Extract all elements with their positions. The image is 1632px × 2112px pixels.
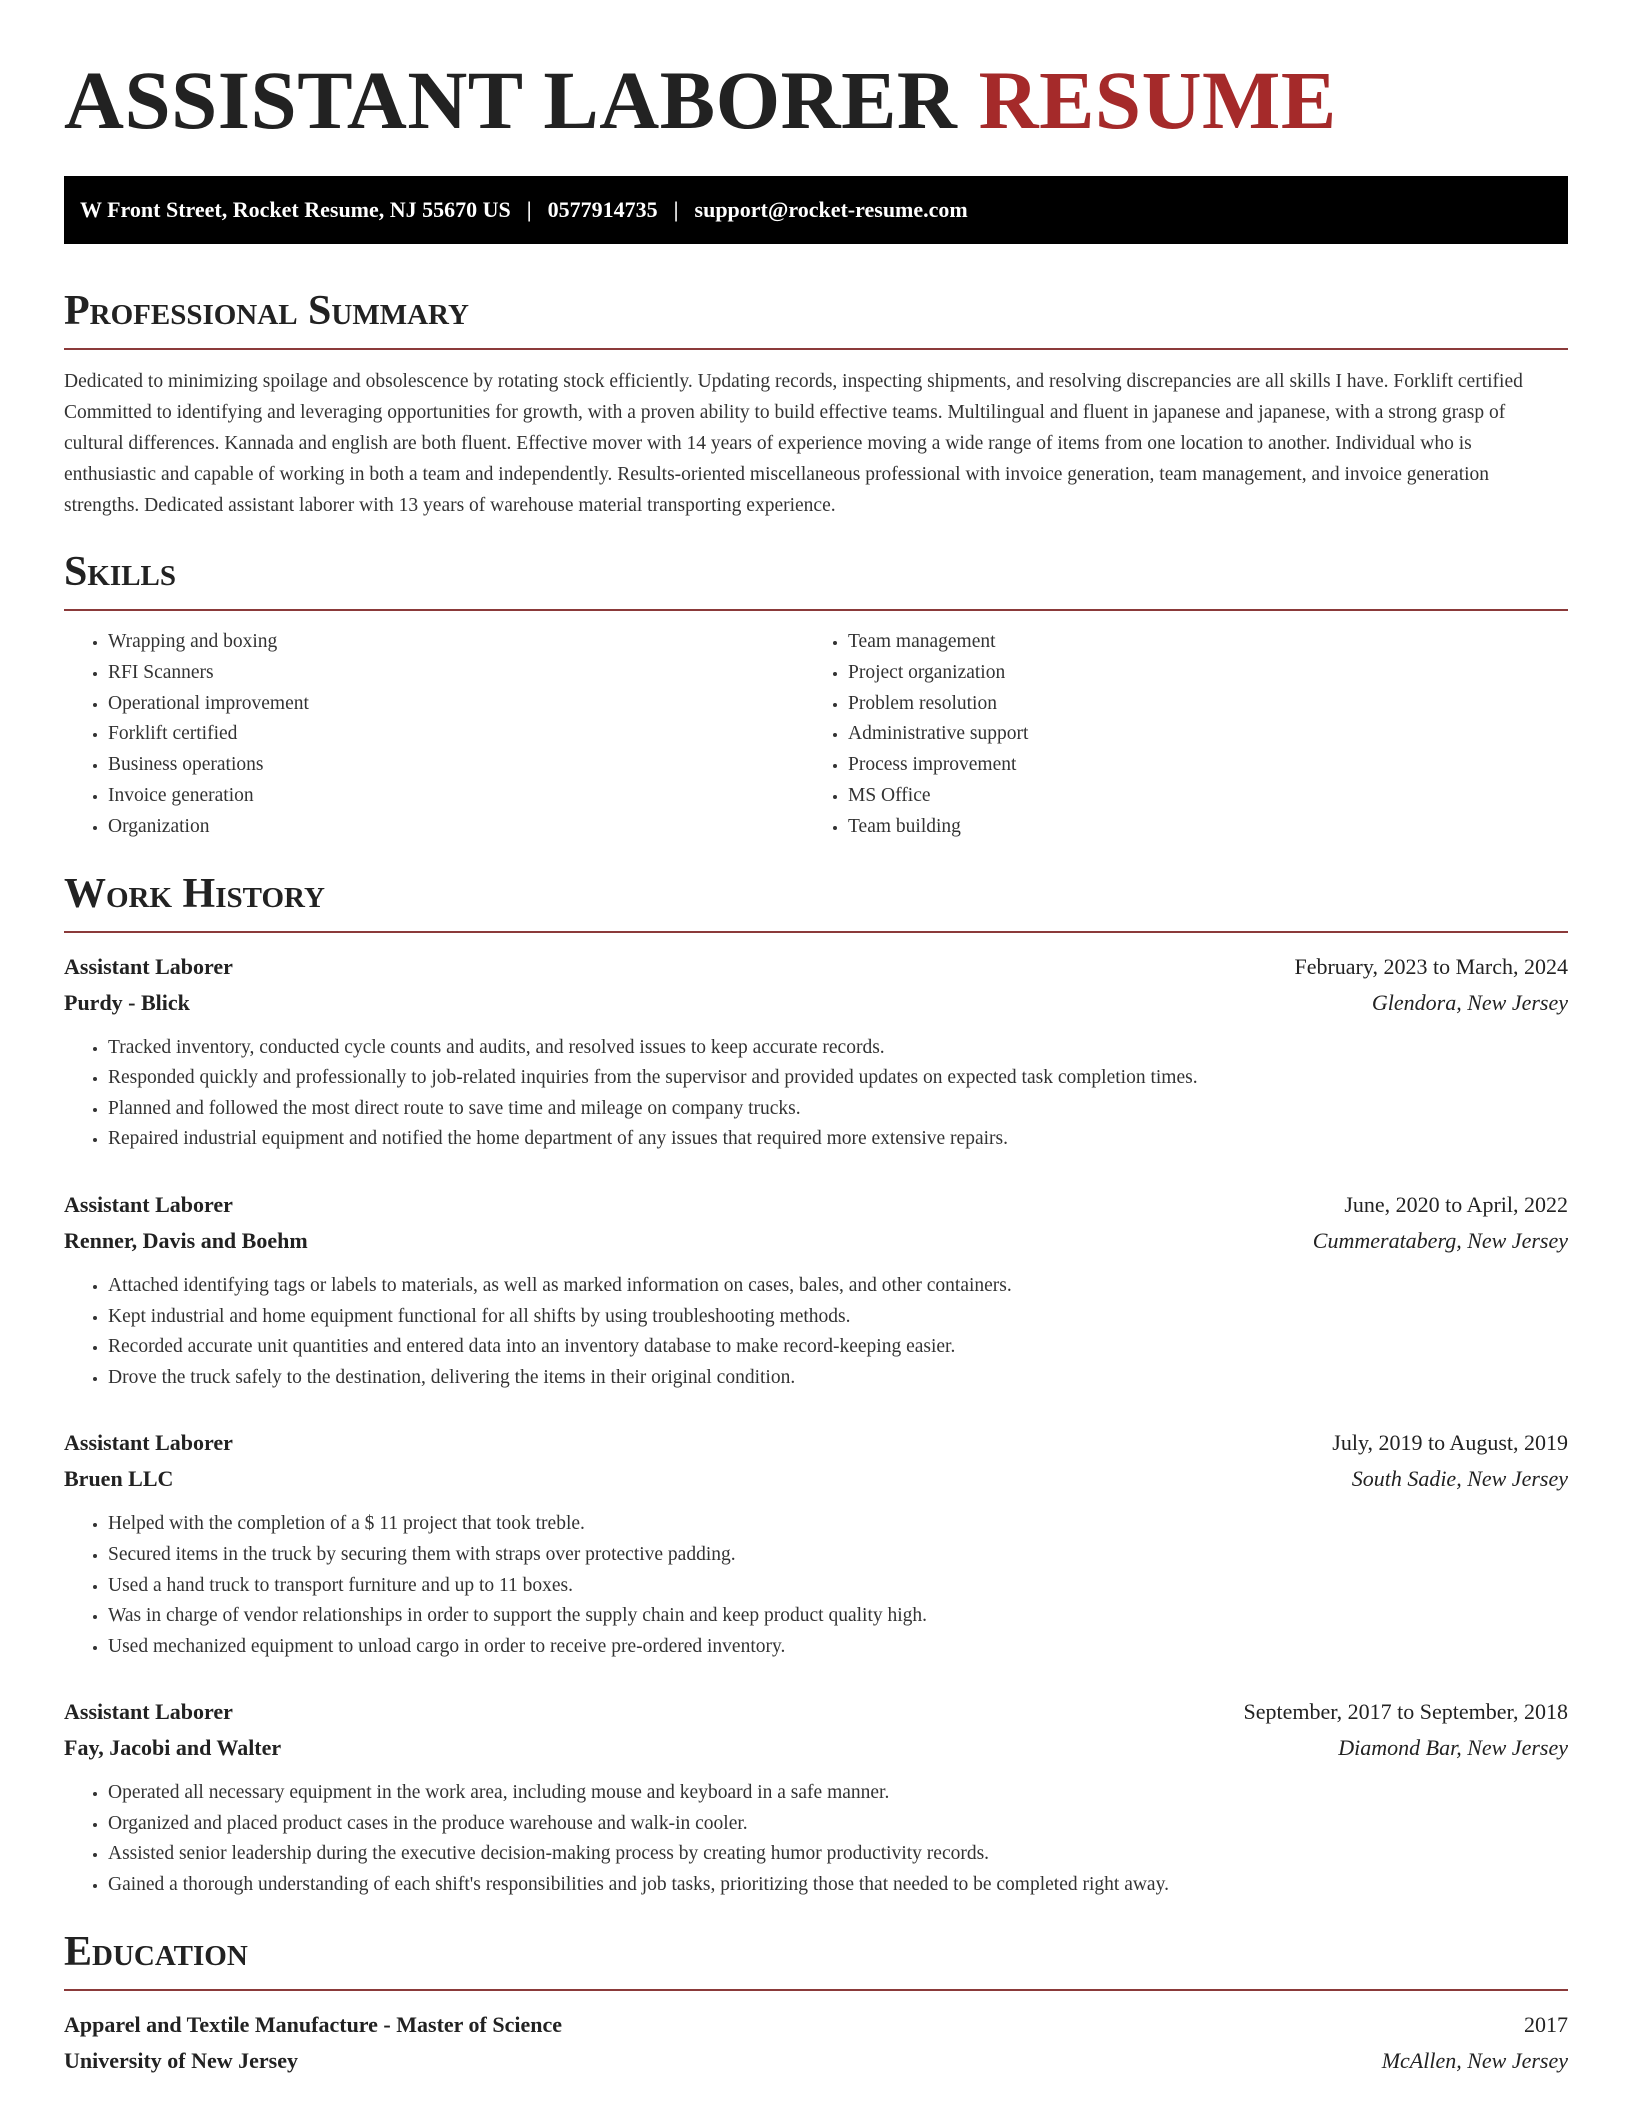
education-entry — [64, 2007, 1568, 2079]
skills-list-left — [64, 627, 804, 843]
job-company-row — [64, 1223, 1568, 1259]
skill-item: • Operational improvement — [108, 689, 804, 720]
job-bullet: • Kept industrial and home equipment functional for all shifts by using troubleshooting methods. — [108, 1302, 1568, 1333]
skill-item: • Process improvement — [848, 750, 1544, 781]
skill-item: • RFI Scanners — [108, 658, 804, 689]
title-main: ASSISTANT LABORER — [64, 54, 958, 146]
resume-title — [64, 50, 1568, 150]
skill-item: • Team management — [848, 627, 1544, 658]
job-company: Bruen LLC — [64, 1466, 174, 1492]
education-heading: Education — [64, 1928, 248, 1975]
education-location: McAllen, New Jersey — [1381, 2047, 1568, 2073]
job-entry — [64, 1694, 1568, 1900]
job-bullet: • Used mechanized equipment to unload cargo in order to receive pre-ordered inventory. — [108, 1632, 1568, 1663]
job-bullet: • Used a hand truck to transport furniture and up to 11 boxes. — [108, 1571, 1568, 1602]
job-entry — [64, 1187, 1568, 1393]
job-company-row — [64, 1461, 1568, 1497]
skill-item: • MS Office — [848, 781, 1544, 812]
job-role: Assistant Laborer — [64, 1191, 233, 1217]
job-bullets — [64, 1033, 1568, 1155]
job-bullet: • Organized and placed product cases in the produce warehouse and walk-in cooler. — [108, 1809, 1568, 1840]
job-bullet: • Recorded accurate unit quantities and entered data into an inventory database to make record-keeping easier. — [108, 1332, 1568, 1363]
section-divider — [64, 1989, 1568, 1991]
skill-item: • Organization — [108, 812, 804, 843]
summary-heading: Professional Summary — [64, 288, 469, 334]
job-bullet: • Gained a thorough understanding of each shift's responsibilities and job tasks, prioritizing those that needed to be completed right away. — [108, 1870, 1568, 1901]
job-bullet: • Secured items in the truck by securing them with straps over protective padding. — [108, 1540, 1568, 1571]
job-dates: June, 2020 to April, 2022 — [1344, 1191, 1568, 1217]
education-degree: Apparel and Textile Manufacture - Master of Science — [64, 2011, 563, 2037]
section-divider — [64, 348, 1568, 350]
contact-phone: 0577914735 — [547, 197, 658, 222]
job-bullets — [64, 1778, 1568, 1900]
job-role: Assistant Laborer — [64, 953, 233, 979]
job-location: Diamond Bar, New Jersey — [1338, 1735, 1568, 1761]
skills-columns — [64, 627, 1568, 843]
job-bullet: • Tracked inventory, conducted cycle counts and audits, and resolved issues to keep accurate records. — [108, 1033, 1568, 1064]
section-divider — [64, 931, 1568, 933]
education-school-row — [64, 2043, 1568, 2079]
education-header-row — [64, 2007, 1568, 2043]
job-location: Glendora, New Jersey — [1371, 989, 1568, 1015]
job-header-row — [64, 1694, 1568, 1730]
skill-item: • Wrapping and boxing — [108, 627, 804, 658]
skill-item: • Team building — [848, 812, 1544, 843]
job-bullet: • Repaired industrial equipment and notified the home department of any issues that required more extensive repairs. — [108, 1124, 1568, 1155]
job-company: Fay, Jacobi and Walter — [64, 1735, 282, 1761]
skills-heading: Skills — [64, 549, 177, 595]
job-company-row — [64, 1730, 1568, 1766]
job-bullets — [64, 1271, 1568, 1393]
contact-email: support@rocket-resume.com — [694, 197, 968, 222]
job-bullet: • Planned and followed the most direct route to save time and mileage on company trucks. — [108, 1094, 1568, 1125]
job-location: South Sadie, New Jersey — [1351, 1466, 1568, 1492]
job-dates: July, 2019 to August, 2019 — [1332, 1430, 1568, 1456]
job-bullet: • Helped with the completion of a $ 11 project that took treble. — [108, 1509, 1568, 1540]
job-bullet: • Assisted senior leadership during the executive decision-making process by creating humor productivity records. — [108, 1839, 1568, 1870]
work-history-section — [64, 869, 1568, 1901]
education-section — [64, 1927, 1568, 2079]
job-bullet: • Attached identifying tags or labels to materials, as well as marked information on cases, bales, and other containers. — [108, 1271, 1568, 1302]
skills-section — [64, 547, 1568, 843]
job-company-row — [64, 985, 1568, 1021]
skill-item: • Forklift certified — [108, 719, 804, 750]
job-company: Purdy - Blick — [64, 989, 190, 1015]
resume-page — [64, 0, 1568, 2079]
education-school: University of New Jersey — [64, 2047, 298, 2073]
skill-item: • Problem resolution — [848, 689, 1544, 720]
skill-item: • Invoice generation — [108, 781, 804, 812]
job-bullet: • Operated all necessary equipment in the work area, including mouse and keyboard in a safe manner. — [108, 1778, 1568, 1809]
job-company: Renner, Davis and Boehm — [64, 1227, 308, 1253]
skill-item: • Project organization — [848, 658, 1544, 689]
job-entry — [64, 949, 1568, 1155]
education-year: 2017 — [1524, 2011, 1568, 2037]
summary-section — [64, 286, 1568, 521]
job-bullet: • Was in charge of vendor relationships in order to support the supply chain and keep product quality high. — [108, 1601, 1568, 1632]
job-dates: September, 2017 to September, 2018 — [1243, 1699, 1568, 1725]
work-history-heading: Work History — [64, 870, 325, 917]
job-bullet: • Drove the truck safely to the destination, delivering the items in their original condition. — [108, 1363, 1568, 1394]
contact-separator: | — [526, 197, 532, 222]
job-location: Cummerataberg, New Jersey — [1312, 1227, 1568, 1253]
contact-address: W Front Street, Rocket Resume, NJ 55670 US — [80, 197, 511, 222]
job-dates: February, 2023 to March, 2024 — [1294, 953, 1568, 979]
contact-separator: | — [673, 197, 679, 222]
job-header-row — [64, 949, 1568, 985]
skill-item: • Administrative support — [848, 719, 1544, 750]
skills-list-right — [804, 627, 1544, 843]
job-bullet: • Responded quickly and professionally to job-related inquiries from the supervisor and provided updates on expected task completion times. — [108, 1063, 1568, 1094]
job-entry — [64, 1425, 1568, 1662]
job-role: Assistant Laborer — [64, 1699, 233, 1725]
job-role: Assistant Laborer — [64, 1430, 233, 1456]
job-bullets — [64, 1509, 1568, 1662]
contact-bar — [64, 176, 1568, 244]
section-divider — [64, 609, 1568, 611]
title-accent: RESUME — [978, 54, 1337, 146]
job-header-row — [64, 1187, 1568, 1223]
summary-text: Dedicated to minimizing spoilage and obsolescence by rotating stock efficiently. Updating records, inspecting shipments, and resolving discrepancies are all skills I have. Forklift certified Committed to identifying and leveraging opportunities for growth, with a proven ability to build effective teams. Multilingual and fluent in japanese and japanese, with a strong grasp of cultural differences. Kannada and english are both fluent. Effective mover with 14 years of experience moving a wide range of items from one location to another. Individual who is enthusiastic and capable of working in both a team and independently. Results-oriented miscellaneous professional with invoice generation, team management, and invoice generation strengths. Dedicated assistant laborer with 13 years of warehouse material transporting experience. — [64, 371, 1523, 516]
job-header-row — [64, 1425, 1568, 1461]
skill-item: • Business operations — [108, 750, 804, 781]
